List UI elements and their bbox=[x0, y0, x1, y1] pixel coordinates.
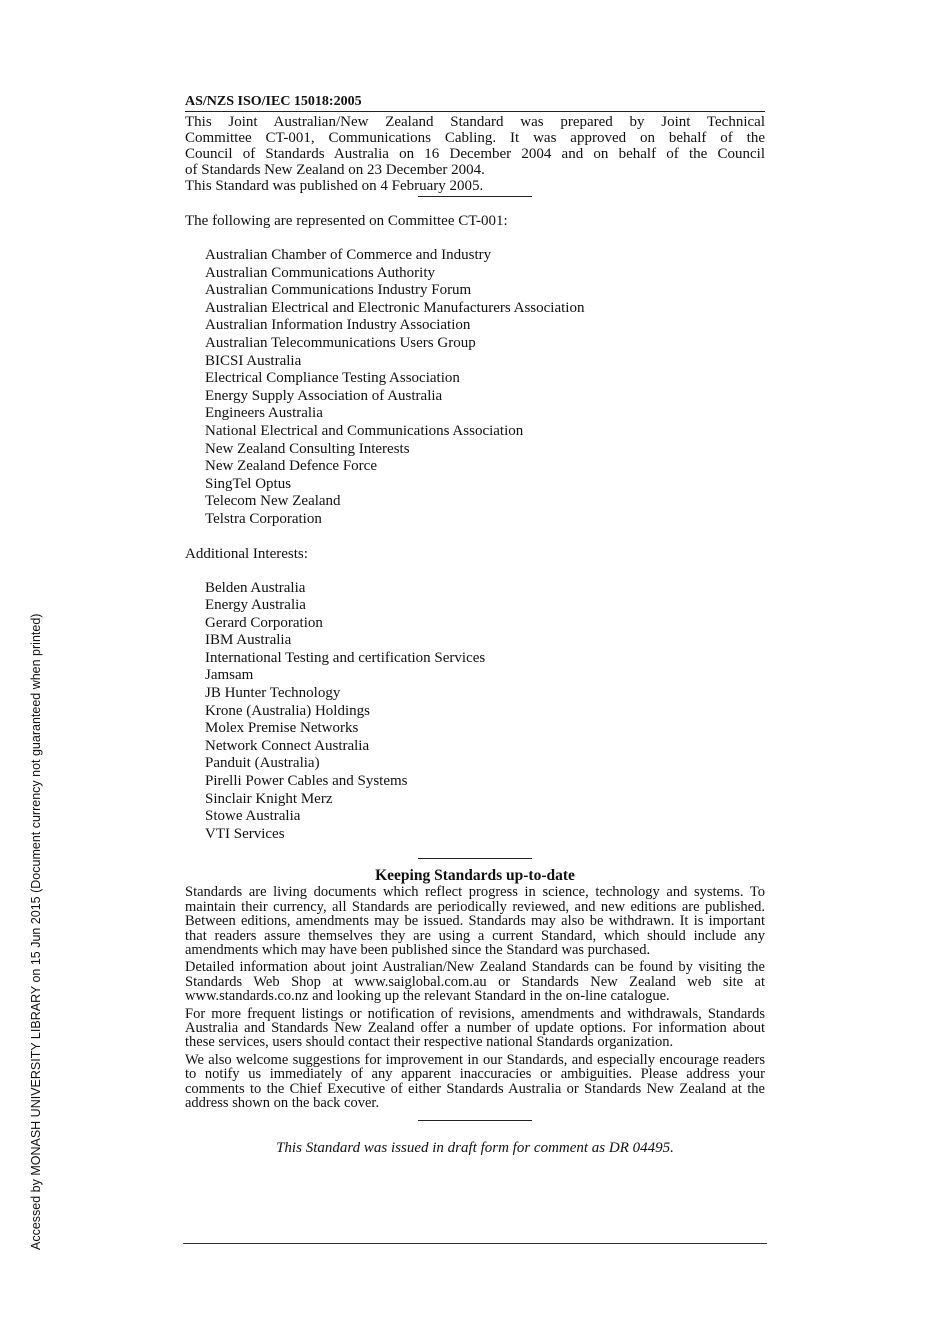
additional-interest: Krone (Australia) Holdings bbox=[205, 702, 370, 719]
committee-member: Australian Communications Industry Forum bbox=[205, 282, 472, 299]
standard-page bbox=[185, 94, 765, 1157]
committee-member: SingTel Optus bbox=[205, 475, 292, 492]
intro-line: Committee CT-001, Communications Cabling. It was approved on behalf of the bbox=[185, 130, 765, 146]
committee-member: Australian Chamber of Commerce and Industry bbox=[205, 247, 492, 263]
additional-interest: Gerard Corporation bbox=[205, 614, 323, 631]
section-divider bbox=[418, 858, 532, 859]
draft-note: This Standard was issued in draft form for comment as DR 04495. bbox=[276, 1139, 674, 1156]
committee-member: Electrical Compliance Testing Association bbox=[205, 370, 460, 387]
access-watermark: Accessed by MONASH UNIVERSITY LIBRARY on 15 Jun 2015 (Document currency not guaranteed when printed) bbox=[29, 613, 43, 1250]
additional-interest: Sinclair Knight Merz bbox=[205, 790, 333, 807]
section-divider bbox=[418, 1120, 532, 1121]
committee-member: BICSI Australia bbox=[205, 352, 302, 369]
committee-member: Australian Telecommunications Users Group bbox=[205, 334, 476, 351]
additional-interest: Energy Australia bbox=[205, 597, 306, 614]
keeping-paragraph: Detailed information about joint Australian/New Zealand Standards can be found by visiting the Standards Web Shop at www.saiglobal.com.au or Standards New Zealand web site at www.standards.co.nz and looking up the relevant Standard in the on-line catalogue. bbox=[185, 959, 765, 1005]
additional-interests-heading: Additional Interests: bbox=[185, 545, 308, 562]
committee-member: Telstra Corporation bbox=[205, 510, 322, 527]
footer-rule bbox=[183, 1243, 767, 1244]
intro-line: of Standards New Zealand on 23 December 2004. bbox=[185, 162, 485, 178]
committee-member: Telecom New Zealand bbox=[205, 493, 341, 510]
committee-member: National Electrical and Communications Association bbox=[205, 422, 524, 439]
additional-interest: Jamsam bbox=[205, 667, 254, 684]
committee-member: New Zealand Consulting Interests bbox=[205, 440, 410, 457]
intro-line: Council of Standards Australia on 16 December 2004 and on behalf of the Council bbox=[185, 146, 765, 162]
intro-line: This Standard was published on 4 February 2005. bbox=[185, 178, 484, 194]
additional-interest: Stowe Australia bbox=[205, 808, 301, 825]
committee-list bbox=[205, 247, 765, 529]
additional-interests-list bbox=[205, 580, 765, 844]
committee-member: New Zealand Defence Force bbox=[205, 458, 377, 475]
additional-interest: International Testing and certification Services bbox=[205, 649, 486, 666]
keeping-standards-heading: Keeping Standards up-to-date bbox=[375, 867, 575, 885]
keeping-paragraph: We also welcome suggestions for improvement in our Standards, and especially encourage readers to notify us immediately of any apparent inaccuracies or ambiguities. Please address your comments to the Chief Executive of either Standards Australia or Standards New Zealand at the address shown on the back cover. bbox=[185, 1051, 765, 1112]
committee-intro: The following are represented on Committee CT-001: bbox=[185, 213, 508, 229]
keeping-paragraph: For more frequent listings or notification of revisions, amendments and withdrawals, Standards Australia and Standards New Zealand offer a number of update options. For information about these services, users should contact their respective national Standards organization. bbox=[185, 1005, 765, 1051]
additional-interest: Belden Australia bbox=[205, 579, 306, 596]
header-rule bbox=[185, 111, 765, 112]
additional-interest: IBM Australia bbox=[205, 632, 292, 649]
committee-member: Australian Information Industry Association bbox=[205, 317, 471, 334]
additional-interest: VTI Services bbox=[205, 825, 285, 842]
section-divider bbox=[418, 196, 532, 197]
document-id: AS/NZS ISO/IEC 15018:2005 bbox=[185, 94, 362, 109]
additional-interest: Panduit (Australia) bbox=[205, 755, 320, 772]
keeping-paragraph: Standards are living documents which reflect progress in science, technology and systems. To maintain their currency, all Standards are periodically reviewed, and new editions are published. Between editions, amendments may be issued. Standards may also be withdrawn. It is important that readers assure themselves they are using a current Standard, which should include any amendments which may have been published since the Standard was purchased. bbox=[185, 884, 765, 959]
additional-interest: JB Hunter Technology bbox=[205, 685, 341, 702]
committee-member: Energy Supply Association of Australia bbox=[205, 387, 443, 404]
intro-line: This Joint Australian/New Zealand Standard was prepared by Joint Technical bbox=[185, 114, 765, 130]
committee-member: Australian Electrical and Electronic Manufacturers Association bbox=[205, 299, 585, 316]
additional-interest: Network Connect Australia bbox=[205, 737, 370, 754]
additional-interest: Pirelli Power Cables and Systems bbox=[205, 773, 408, 790]
additional-interest: Molex Premise Networks bbox=[205, 720, 359, 737]
committee-member: Engineers Australia bbox=[205, 405, 323, 422]
intro-block bbox=[185, 114, 765, 194]
committee-member: Australian Communications Authority bbox=[205, 264, 435, 281]
